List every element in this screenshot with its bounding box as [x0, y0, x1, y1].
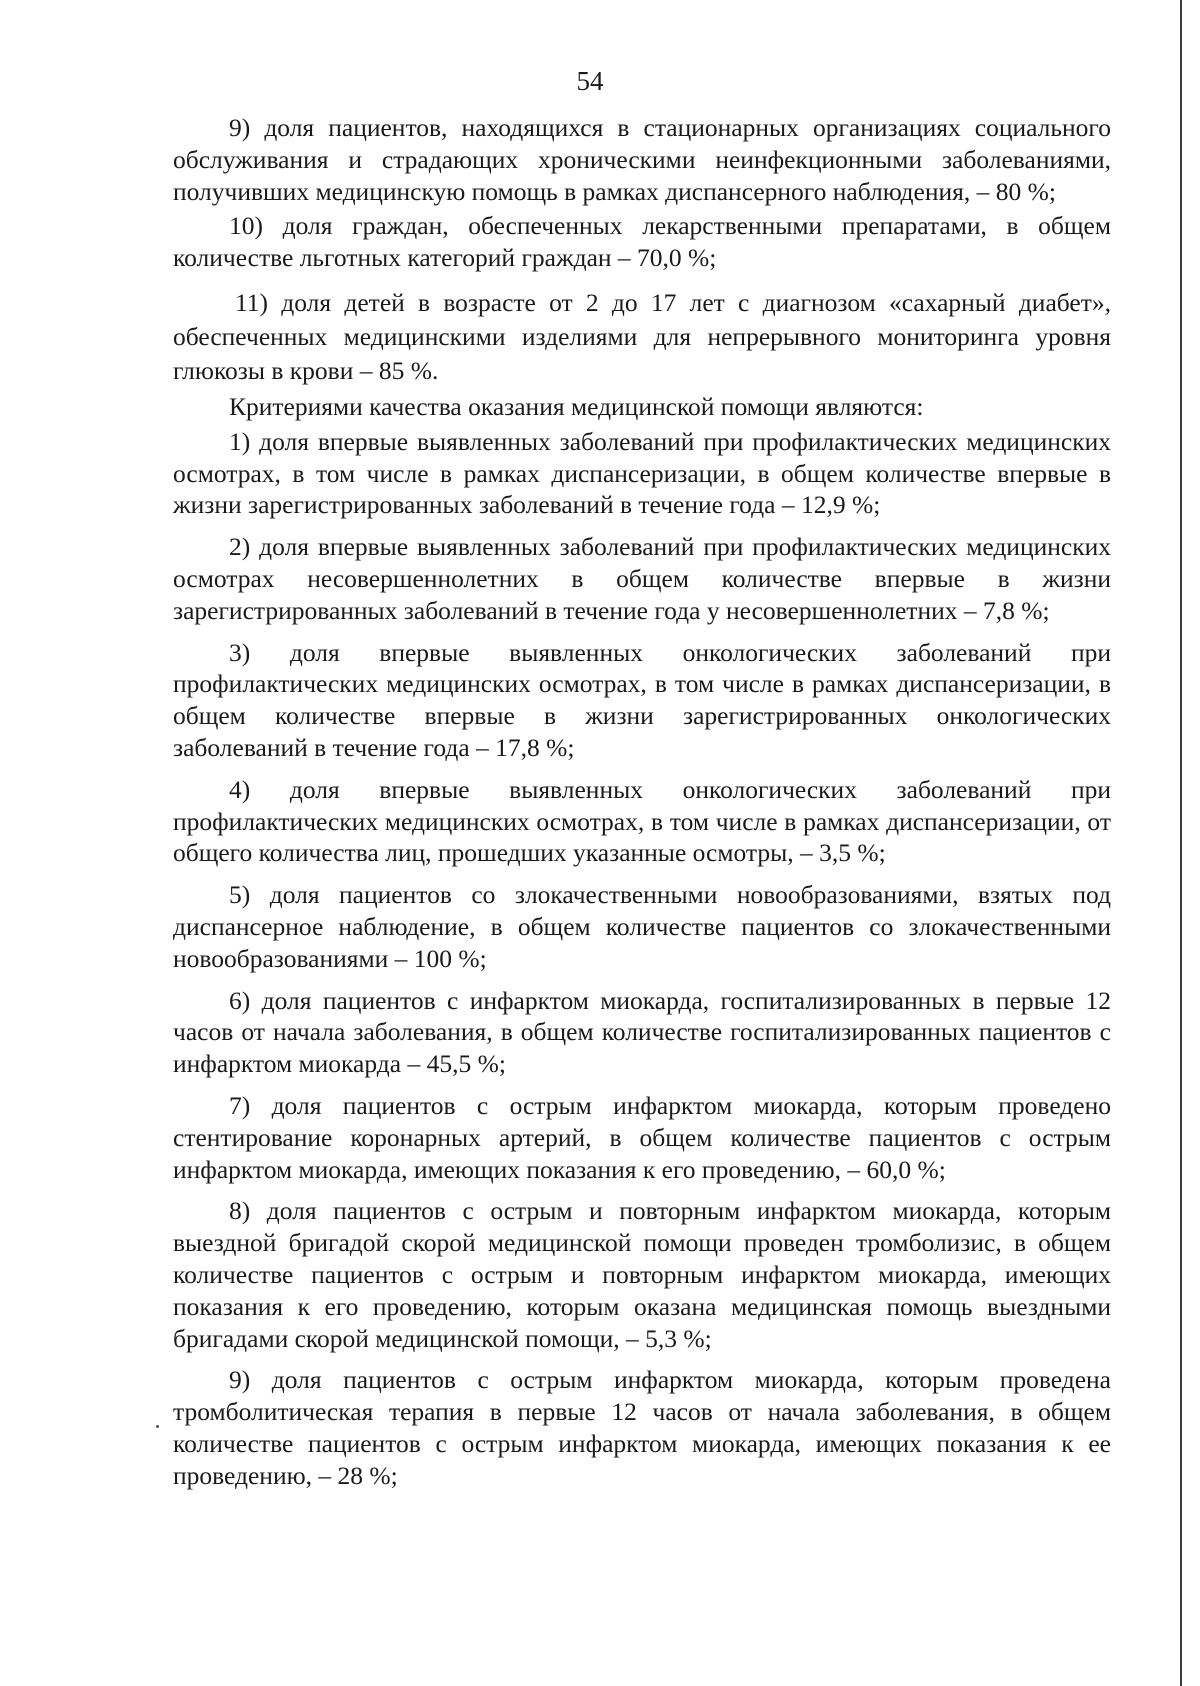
- scan-speck: [156, 1425, 159, 1428]
- paragraph-criterion-1: 1) доля впервые выявленных заболеваний при профилактических медицинских осмотрах, в том числе в рамках диспансеризации, в общем количестве впервые в жизни зарегистрированных заболеваний в течение года – 12,9 %;: [173, 426, 1111, 520]
- paragraph-item-9-social: 9) доля пациентов, находящихся в стационарных организациях социального обслуживания и страдающих хроническими неинфекционными заболеваниями, получивших медицинскую помощь в рамках диспансерного наблюдения, – 80 %;: [173, 113, 1111, 206]
- paragraph-criterion-3: 3) доля впервые выявленных онкологических заболеваний при профилактических медицинских осмотрах, в том числе в рамках диспансеризации, в общем количестве впервые в жизни зарегистрированных онкологических заболеваний в течение года – 17,8 %;: [173, 637, 1111, 762]
- paragraph-criterion-6: 6) доля пациентов с инфарктом миокарда, госпитализированных в первые 12 часов от начала заболевания, в общем количестве госпитализированных пациентов с инфарктом миокарда – 45,5 %;: [173, 985, 1111, 1079]
- paragraph-criterion-7: 7) доля пациентов с острым инфарктом миокарда, которым проведено стентирование коронарных артерий, в общем количестве пациентов с острым инфарктом миокарда, имеющих показания к его проведению, – 60,0 %;: [173, 1090, 1111, 1184]
- paragraph-item-11-diabetes: 11) доля детей в возрасте от 2 до 17 лет с диагнозом «сахарный диабет», обеспеченных медицинскими изделиями для непрерывного мониторинга уровня глюкозы в крови – 85 %.: [173, 287, 1111, 385]
- page-number: 54: [576, 66, 604, 96]
- paragraph-criterion-9: 9) доля пациентов с острым инфарктом миокарда, которым проведена тромболитическая терапия в первые 12 часов от начала заболевания, в общем количестве пациентов с острым инфарктом миокарда, имеющих показания к ее проведению, – 28 %;: [173, 1365, 1111, 1490]
- paragraph-criterion-4: 4) доля впервые выявленных онкологических заболеваний при профилактических медицинских осмотрах, в том числе в рамках диспансеризации, от общего количества лиц, прошедших указанные осмотры, – 3,5 %;: [173, 774, 1111, 868]
- paragraph-criterion-8: 8) доля пациентов с острым и повторным инфарктом миокарда, которым выездной бригадой скорой медицинской помощи проведен тромболизис, в общем количестве пациентов с острым и повторным инфарктом миокарда, имеющих показания к его проведению, которым оказана медицинская помощь выездными бригадами скорой медицинской помощи, – 5,3 %;: [173, 1196, 1111, 1353]
- page-edge-line: [1180, 0, 1182, 1686]
- document-body: [173, 112, 1111, 1491]
- paragraph-item-10-drugs: 10) доля граждан, обеспеченных лекарственными препаратами, в общем количестве льготных категорий граждан – 70,0 %;: [173, 211, 1111, 273]
- paragraph-criterion-2: 2) доля впервые выявленных заболеваний при профилактических медицинских осмотрах несовершеннолетних в общем количестве впервые в жизни зарегистрированных заболеваний в течение года у несовершеннолетних – 7,8 %;: [173, 532, 1111, 625]
- paragraph-criterion-5: 5) доля пациентов со злокачественными новообразованиями, взятых под диспансерное наблюдение, в общем количестве пациентов со злокачественными новообразованиями – 100 %;: [173, 880, 1111, 973]
- paragraph-quality-criteria-heading: Критериями качества оказания медицинской помощи являются:: [229, 391, 924, 421]
